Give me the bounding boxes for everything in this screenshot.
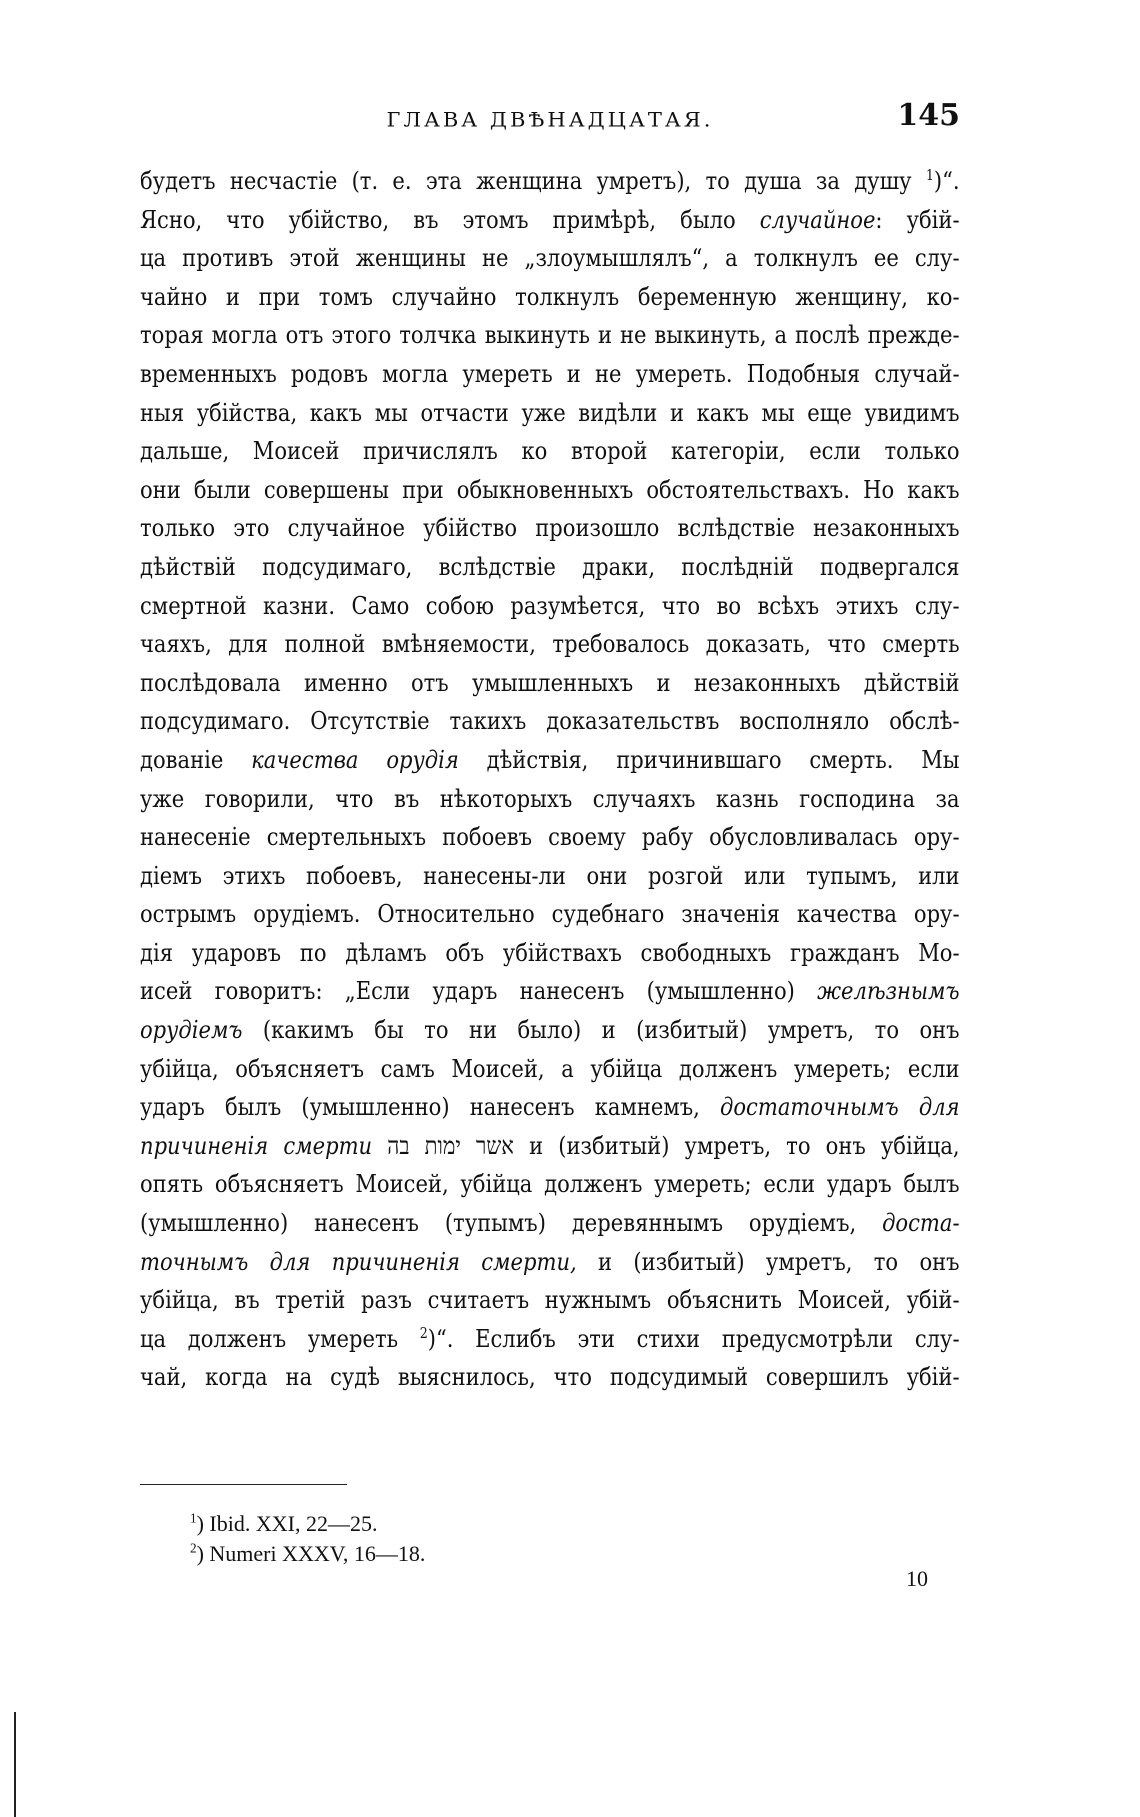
text-line [140,702,960,741]
footnote-ref: 1 [925,166,934,184]
text-run: уже говорили, что въ нѣкоторыхъ случаяхъ казнь господина за [140,783,960,813]
footnote-marker: 2 [190,1540,197,1556]
footnote [190,1509,425,1539]
text-line [140,1088,960,1127]
text-line [140,1320,960,1359]
footnote-text: ) Numeri XXXV, 16—18. [196,1541,426,1566]
text-line [140,509,960,548]
page-number: 145 [897,98,960,133]
text-line [140,239,960,278]
text-line [140,895,960,934]
text-line [140,972,960,1011]
footnote-marker: 1 [190,1510,197,1526]
italic-run: точнымъ для причиненія смерти, [140,1246,577,1276]
text-run: опять объясняетъ Моисей, убійца долженъ умереть; если ударъ былъ [140,1169,960,1199]
italic-run: качества орудія [251,744,459,774]
text-run: чай, когда на судѣ выяснилось, что подсудимый совершилъ убій- [140,1362,960,1392]
text-run: подсудимаго. Отсутствіе такихъ доказательствъ восполняло обслѣ- [140,706,960,736]
text-line [140,741,960,780]
text-run: чаяхъ, для полной вмѣняемости, требовалось доказать, что смерть [140,629,960,659]
text-line [140,1050,960,1089]
text-line [140,162,960,201]
text-run: и (избитый) умретъ, то онъ [576,1246,960,1276]
text-run: нанесеніе смертельныхъ побоевъ своему рабу обусловливалась ору- [140,822,960,852]
text-run: временныхъ родовъ могла умереть и не умереть. Подобныя случай- [140,358,960,388]
text-run: (умышленно) нанесенъ (тупымъ) деревяннымъ орудіемъ, [140,1208,883,1238]
body-text [140,162,960,1397]
text-line [140,201,960,240]
page-header [140,98,960,138]
text-line [140,780,960,819]
text-line [140,394,960,433]
text-line [140,355,960,394]
signature-mark: 10 [906,1566,928,1591]
text-line [140,1358,960,1397]
text-run: (какимъ бы то ни было) и (избитый) умретъ, то онъ [242,1015,960,1045]
footnote-ref: 2 [419,1324,428,1342]
text-line [140,278,960,317]
text-run: אשר ימות בה и (избитый) умретъ, то онъ убійца, [372,1130,960,1160]
text-line [140,432,960,471]
text-run: они были совершены при обыкновенныхъ обстоятельствахъ. Но какъ [140,474,960,504]
text-run: чайно и при томъ случайно толкнулъ беременную женщину, ко- [140,281,960,311]
text-line [140,471,960,510]
text-run: )“. Еслибъ эти стихи предусмотрѣли слу- [427,1323,960,1353]
text-run: )“. [933,166,960,195]
text-run: ца противъ этой женщины не „злоумышлялъ“, а толкнулъ ее слу- [140,243,960,273]
italic-run: желѣзнымъ [817,976,960,1006]
text-run: острымъ орудіемъ. Относительно судебнаго значенія качества ору- [140,899,960,929]
text-run: : убій- [875,204,960,234]
text-run: Ясно, что убійство, въ этомъ примѣрѣ, было [140,204,760,234]
text-line [140,1011,960,1050]
text-run: дѣйствія, причинившаго смерть. Мы [458,744,960,774]
text-run: дія ударовъ по дѣламъ объ убійствахъ свободныхъ гражданъ Мо- [140,937,960,967]
text-run: ныя убійства, какъ мы отчасти уже видѣли и какъ мы еще увидимъ [140,397,960,427]
footnote-text: ) Ibid. XXI, 22—25. [196,1511,378,1536]
text-line [140,1127,960,1166]
text-run: послѣдовала именно отъ умышленныхъ и незаконныхъ дѣйствій [140,667,960,697]
text-run: только это случайное убійство произошло вслѣдствіе незаконныхъ [140,513,960,543]
text-line [140,625,960,664]
text-line [140,316,960,355]
text-run: убійца, въ третій разъ считаетъ нужнымъ объяснить Моисей, убій- [140,1285,960,1315]
text-line [140,934,960,973]
text-run: убійца, объясняетъ самъ Моисей, а убійца долженъ умереть; если [140,1053,960,1083]
scan-edge-mark [14,1712,16,1817]
italic-run: случайное [759,204,876,234]
text-line [140,1243,960,1282]
text-run: дованіе [140,744,252,774]
text-line [140,587,960,626]
text-run: будетъ несчастіе (т. е. эта женщина умретъ), то душа за душу [140,166,926,195]
italic-run: доста- [882,1208,960,1238]
text-run: смертной казни. Само собою разумѣется, что во всѣхъ этихъ слу- [140,590,960,620]
italic-run: орудіемъ [140,1015,243,1045]
text-line [140,664,960,703]
footnote-rule [140,1484,347,1485]
text-line [140,1165,960,1204]
text-line [140,548,960,587]
footnote [190,1539,425,1569]
text-run: ца долженъ умереть [140,1323,420,1353]
text-run: діемъ этихъ побоевъ, нанесены-ли они розгой или тупымъ, или [140,860,960,890]
italic-run: достаточнымъ для [720,1092,960,1122]
text-run: торая могла отъ этого толчка выкинуть и не выкинуть, а послѣ прежде- [140,320,960,350]
italic-run: причиненія смерти [140,1130,373,1160]
running-head: ГЛАВА ДВѢНАДЦАТАЯ. [386,108,714,132]
text-run: ударъ былъ (умышленно) нанесенъ камнемъ, [140,1092,721,1122]
text-run: дальше, Моисей причислялъ ко второй категоріи, если только [140,436,960,466]
text-run: дѣйствій подсудимаго, вслѣдствіе драки, послѣдній подвергался [140,551,960,581]
text-line [140,818,960,857]
text-run: исей говоритъ: „Если ударъ нанесенъ (умышленно) [140,976,818,1006]
footnotes [190,1509,425,1569]
text-line [140,1204,960,1243]
text-line [140,1281,960,1320]
text-line [140,857,960,896]
